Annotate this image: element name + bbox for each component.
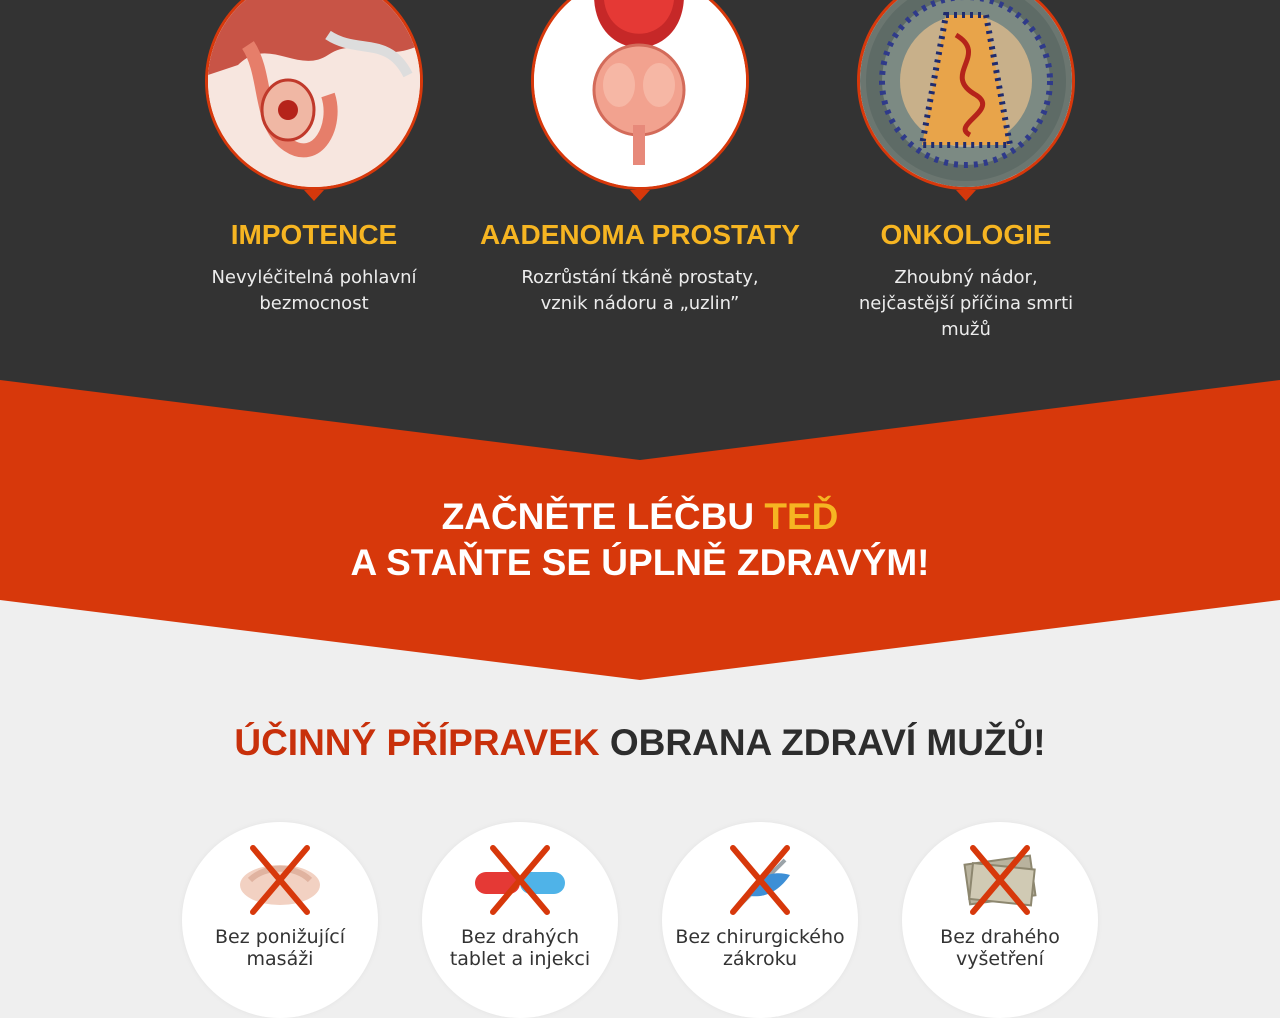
anatomy-icon (205, 0, 423, 190)
card-pointer (304, 190, 324, 201)
cta-heading (0, 494, 1280, 586)
benefit-no-pills (422, 822, 618, 1018)
disease-title: IMPOTENCE (230, 219, 398, 250)
prostate-icon (531, 0, 749, 190)
cta-line-2: A STAŇTE SE ÚPLNĚ ZDRAVÝM! (350, 542, 930, 583)
disease-description: Zhoubný nádor, nejčastější příčina smrti mužů (858, 267, 1074, 340)
benefit-label-line1: Bez ponižující (214, 926, 346, 948)
card-pointer (630, 190, 650, 201)
benefit-label-line2: tablet a injekci (449, 948, 591, 970)
benefit-label-line2: masáži (246, 948, 314, 970)
benefit-no-massage (182, 822, 378, 1018)
benefit-no-exam (902, 822, 1098, 1018)
disease-card-impotence (144, 0, 484, 317)
disease-title: AADENOMA PROSTATY (480, 219, 800, 250)
card-pointer (956, 190, 976, 201)
cta-line-1-text: ZAČNĚTE LÉČBU (441, 496, 765, 537)
benefit-label-line1: Bez drahých (460, 926, 580, 948)
disease-title: ONKOLOGIE (880, 219, 1052, 250)
benefit-label-line1: Bez chirurgického (675, 926, 845, 948)
disease-description: Nevyléčitelná pohlavní bezmocnost (211, 267, 417, 314)
cta-accent-word: TEĎ (764, 496, 839, 537)
massage-crossed-icon (225, 840, 335, 920)
benefit-label-line1: Bez drahého (940, 926, 1060, 948)
product-heading (0, 722, 1280, 764)
scalpel-crossed-icon (705, 840, 815, 920)
benefit-no-surgery (662, 822, 858, 1018)
money-crossed-icon (945, 840, 1055, 920)
benefit-label-line2: zákroku (722, 948, 798, 970)
disease-card-oncology (796, 0, 1136, 343)
pills-crossed-icon (465, 840, 575, 920)
benefit-label-line2: vyšetření (956, 948, 1044, 970)
virus-icon (857, 0, 1075, 190)
disease-card-adenoma (470, 0, 810, 317)
cta-line-1 (0, 494, 1280, 540)
product-heading-highlight: ÚČINNÝ PŘÍPRAVEK (234, 722, 600, 763)
disease-description: Rozrůstání tkáně prostaty, vznik nádoru a „uzlin” (521, 267, 759, 314)
product-heading-rest: OBRANA ZDRAVÍ MUŽŮ! (599, 722, 1046, 763)
